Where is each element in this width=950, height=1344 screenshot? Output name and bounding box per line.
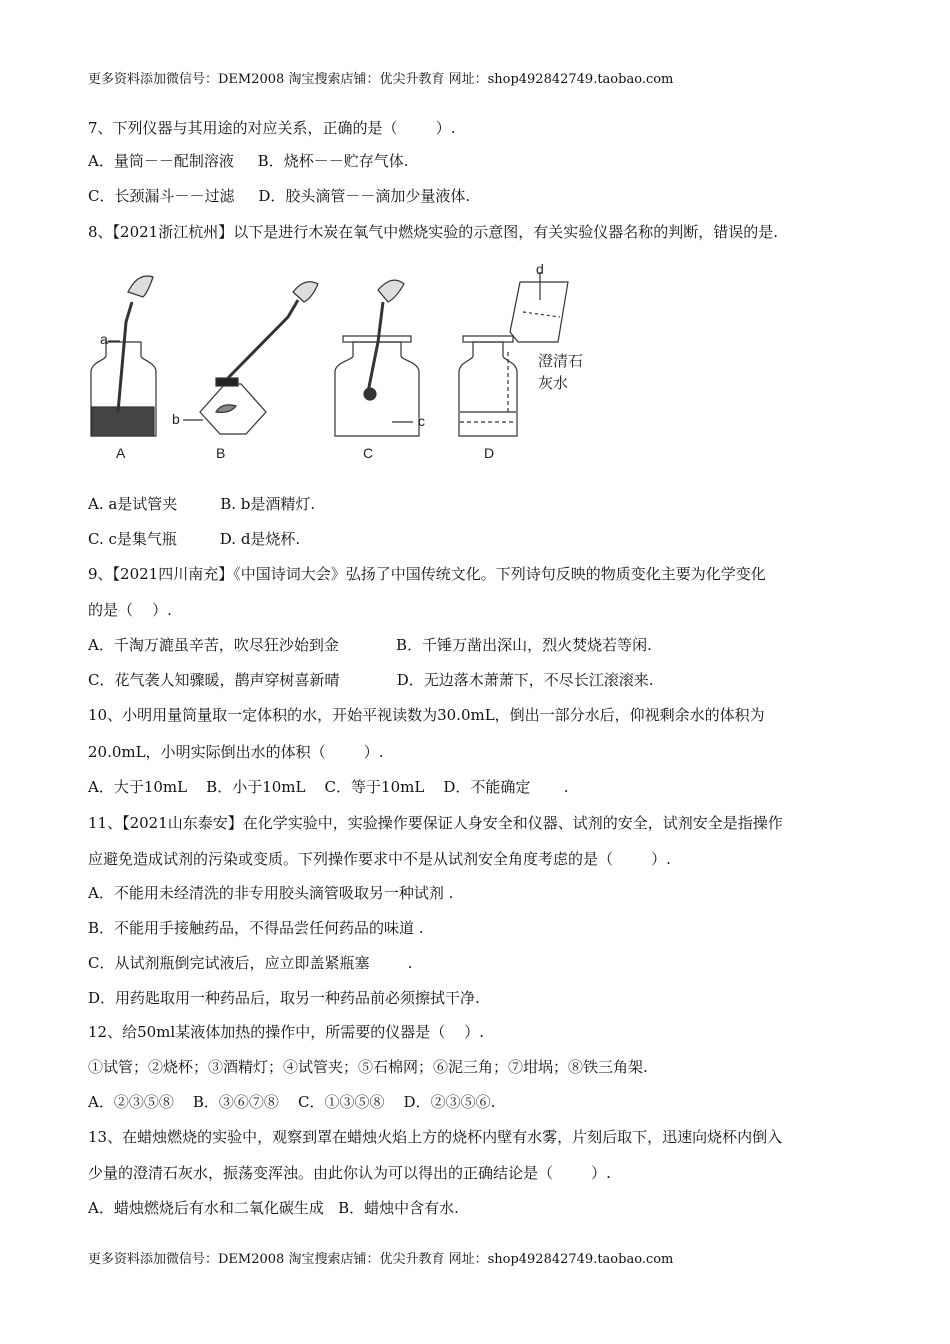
q11-option-a: A．不能用未经清洗的非专用胶头滴管吸取另一种试剂 . (88, 884, 454, 902)
label-d: d (536, 262, 544, 277)
limewater-label-2: 灰水 (538, 374, 569, 392)
q12-options: A．②③⑤⑧ B．③⑥⑦⑧ C．①③⑤⑧ D．②③⑤⑥. (88, 1093, 496, 1111)
caption-d: D (484, 445, 495, 461)
q9-options-row2: C．花气袭人知骤暖，鹊声穿树喜新晴 D．无边落木萧萧下，不尽长江滚滚来. (88, 671, 654, 689)
caption-b: B (216, 445, 226, 461)
q8-options-row2: C. c是集气瓶 D. d是烧杯. (88, 530, 301, 548)
page-header: 更多资料添加微信号：DEM2008 淘宝搜索店铺：优尖升教育 网址：shop492842749.taobao.com (88, 72, 674, 87)
q9-stem-line2: 的是（ ）. (88, 601, 172, 619)
q7-options-row1: A．量筒－－配制溶液 B．烧杯－－贮存气体. (88, 152, 409, 170)
q8-options-row1: A. a是试管夹 B. b是酒精灯. (88, 495, 316, 513)
q13-stem-line2: 少量的澄清石灰水，振荡变浑浊。由此你认为可以得出的正确结论是（ ）. (88, 1164, 611, 1182)
q11-option-d: D．用药匙取用一种药品后，取另一种药品前必须擦拭干净. (88, 989, 480, 1007)
label-c: c (418, 413, 425, 429)
figure-c-bottle (335, 280, 419, 436)
q13-stem-line1: 13、在蜡烛燃烧的实验中，观察到罩在蜡烛火焰上方的烧杯内壁有水雾，片刻后取下，迅速向烧杯内倒入 (88, 1128, 783, 1146)
q9-options-row1: A．千淘万漉虽辛苦，吹尽狂沙始到金 B．千锤万凿出深山，烈火焚烧若等闲. (88, 636, 652, 654)
label-b: b (172, 411, 180, 427)
limewater-label-1: 澄清石 (538, 352, 584, 370)
caption-a: A (116, 445, 126, 461)
q10-stem-line2: 20.0mL，小明实际倒出水的体积（ ）. (88, 743, 384, 761)
q11-option-b: B．不能用手接触药品，不得品尝任何药品的味道 . (88, 919, 424, 937)
q11-stem-line2: 应避免造成试剂的污染或变质。下列操作要求中不是从试剂安全角度考虑的是（ ）. (88, 850, 671, 868)
q12-items: ①试管；②烧杯；③酒精灯；④试管夹；⑤石棉网；⑥泥三角；⑦坩埚；⑧铁三角架. (88, 1058, 648, 1076)
q7-stem: 7、下列仪器与其用途的对应关系，正确的是（ ）. (88, 119, 456, 137)
q10-options: A．大于10mL B．小于10mL C．等于10mL D．不能确定 . (88, 778, 569, 796)
q12-stem: 12、给50ml某液体加热的操作中，所需要的仪器是（ ）. (88, 1023, 485, 1041)
q11-option-c: C．从试剂瓶倒完试液后，应立即盖紧瓶塞 . (88, 954, 413, 972)
q7-options-row2: C．长颈漏斗－－过滤 D．胶头滴管－－滴加少量液体. (88, 187, 471, 205)
q8-figure (88, 262, 628, 472)
q13-options: A．蜡烛燃烧后有水和二氧化碳生成 B．蜡烛中含有水. (88, 1199, 459, 1217)
q8-stem: 8、【2021浙江杭州】以下是进行木炭在氧气中燃烧实验的示意图，有关实验仪器名称的判断，错误的是. (88, 223, 778, 241)
q11-stem-line1: 11、【2021山东泰安】在化学实验中，实验操作要保证人身安全和仪器、试剂的安全，试剂安全是指操作 (88, 814, 783, 832)
label-a: a (100, 331, 108, 347)
figure-b-lamp (183, 282, 318, 434)
q10-stem-line1: 10、小明用量筒量取一定体积的水，开始平视读数为30.0mL，倒出一部分水后，仰视剩余水的体积为 (88, 706, 765, 724)
experiment-diagram (88, 262, 628, 472)
caption-c: C (363, 445, 374, 461)
figure-a-jar (91, 276, 156, 436)
q9-stem-line1: 9、【2021四川南充】《中国诗词大会》弘扬了中国传统文化。下列诗句反映的物质变化主要为化学变化 (88, 565, 766, 583)
page-footer: 更多资料添加微信号：DEM2008 淘宝搜索店铺：优尖升教育 网址：shop492842749.taobao.com (88, 1252, 674, 1267)
